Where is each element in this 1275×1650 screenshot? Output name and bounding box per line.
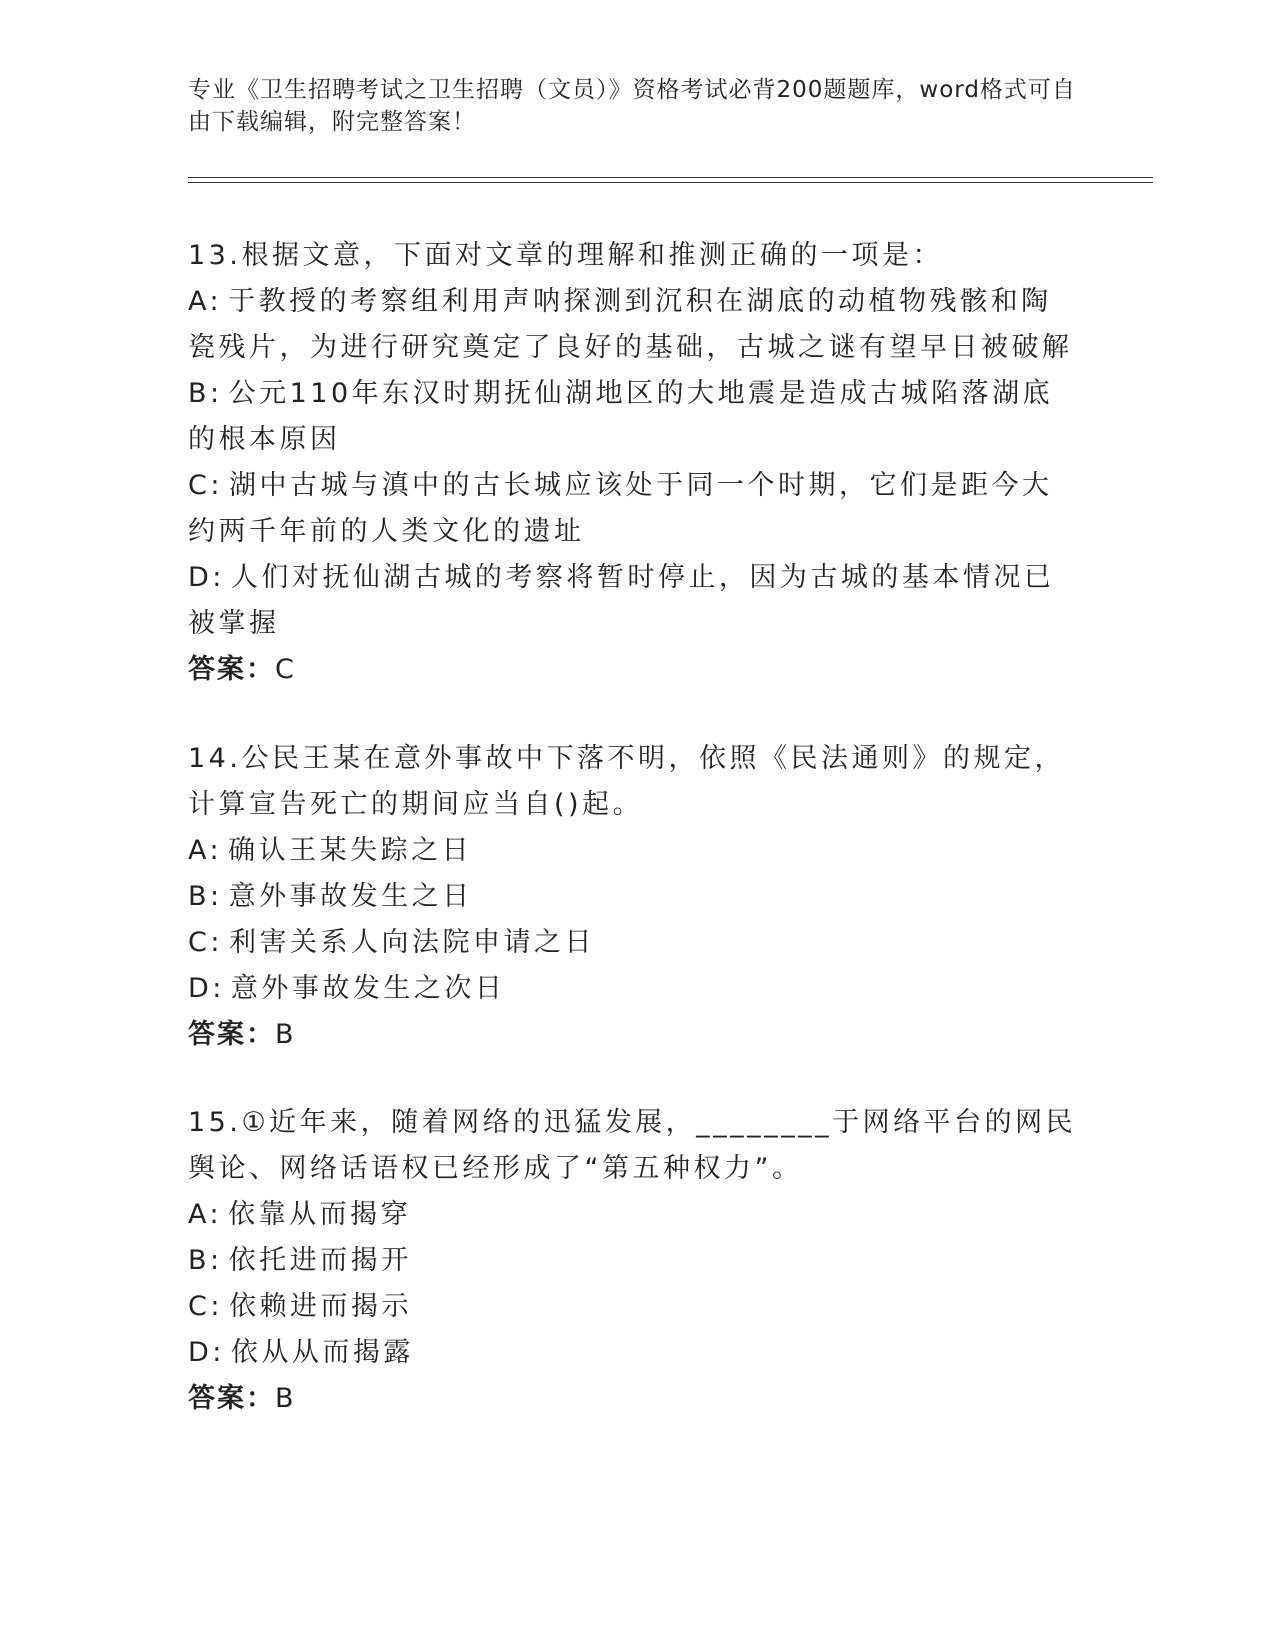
option-key: D: bbox=[188, 973, 225, 1004]
document-header bbox=[188, 74, 1088, 138]
option-text: 人们对抚仙湖古城的考察将暂时停止，因为古城的基本情况已被掌握 bbox=[188, 562, 1055, 639]
option-key: C: bbox=[188, 927, 223, 958]
option-text: 意外事故发生之日 bbox=[228, 881, 473, 912]
option-text: 依靠从而揭穿 bbox=[228, 1199, 412, 1230]
option-a bbox=[188, 828, 1078, 874]
answer-label: 答案： bbox=[188, 654, 275, 685]
option-c bbox=[188, 1284, 1078, 1330]
option-text: 意外事故发生之次日 bbox=[230, 973, 506, 1004]
option-key: B: bbox=[188, 378, 223, 409]
option-b bbox=[188, 874, 1078, 920]
option-d bbox=[188, 1330, 1078, 1376]
option-text: 湖中古城与滇中的古长城应该处于同一个时期，它们是距今大约两千年前的人类文化的遗址 bbox=[188, 470, 1053, 547]
option-b bbox=[188, 1238, 1078, 1284]
answer-line bbox=[188, 1012, 1078, 1058]
option-key: A: bbox=[188, 1199, 223, 1230]
option-b bbox=[188, 371, 1078, 463]
option-key: D: bbox=[188, 1337, 225, 1368]
option-d bbox=[188, 966, 1078, 1012]
option-key: B: bbox=[188, 1245, 223, 1276]
answer-value: C bbox=[275, 654, 296, 685]
option-key: D: bbox=[188, 562, 225, 593]
option-c bbox=[188, 463, 1078, 555]
header-divider-bottom bbox=[188, 182, 1153, 183]
answer-label: 答案： bbox=[188, 1383, 275, 1414]
option-text: 依从从而揭露 bbox=[230, 1337, 414, 1368]
answer-line bbox=[188, 1376, 1078, 1422]
question-stem: 14.公民王某在意外事故中下落不明，依照《民法通则》的规定，计算宣告死亡的期间应当自()起。 bbox=[188, 743, 1065, 820]
header-title: 专业《卫生招聘考试之卫生招聘（文员）》资格考试必背200题题库，word格式可自由下载编辑，附完整答案！ bbox=[188, 77, 1076, 135]
option-text: 于教授的考察组利用声呐探测到沉积在湖底的动植物残骸和陶瓷残片，为进行研究奠定了良好的基础，古城之谜有望早日被破解 bbox=[188, 286, 1073, 363]
option-key: C: bbox=[188, 1291, 223, 1322]
option-d bbox=[188, 555, 1078, 647]
option-key: C: bbox=[188, 470, 223, 501]
option-text: 确认王某失踪之日 bbox=[228, 835, 473, 866]
answer-label: 答案： bbox=[188, 1019, 275, 1050]
option-key: A: bbox=[188, 835, 223, 866]
header-divider-top bbox=[188, 177, 1153, 178]
option-a bbox=[188, 279, 1078, 371]
question-13 bbox=[188, 233, 1078, 693]
answer-value: B bbox=[275, 1383, 296, 1414]
option-key: B: bbox=[188, 881, 223, 912]
question-14 bbox=[188, 736, 1078, 1058]
option-text: 依赖进而揭示 bbox=[228, 1291, 412, 1322]
option-text: 公元110年东汉时期抚仙湖地区的大地震是造成古城陷落湖底的根本原因 bbox=[188, 378, 1054, 455]
option-text: 依托进而揭开 bbox=[228, 1245, 412, 1276]
question-stem: 15.①近年来，随着网络的迅猛发展，________于网络平台的网民舆论、网络话语权已经形成了“第五种权力”。 bbox=[188, 1107, 1077, 1184]
option-c bbox=[188, 920, 1078, 966]
question-stem: 13.根据文意，下面对文章的理解和推测正确的一项是： bbox=[188, 240, 943, 271]
question-15 bbox=[188, 1100, 1078, 1422]
option-key: A: bbox=[188, 286, 223, 317]
option-a bbox=[188, 1192, 1078, 1238]
option-text: 利害关系人向法院申请之日 bbox=[228, 927, 595, 958]
answer-value: B bbox=[275, 1019, 296, 1050]
answer-line bbox=[188, 647, 1078, 693]
